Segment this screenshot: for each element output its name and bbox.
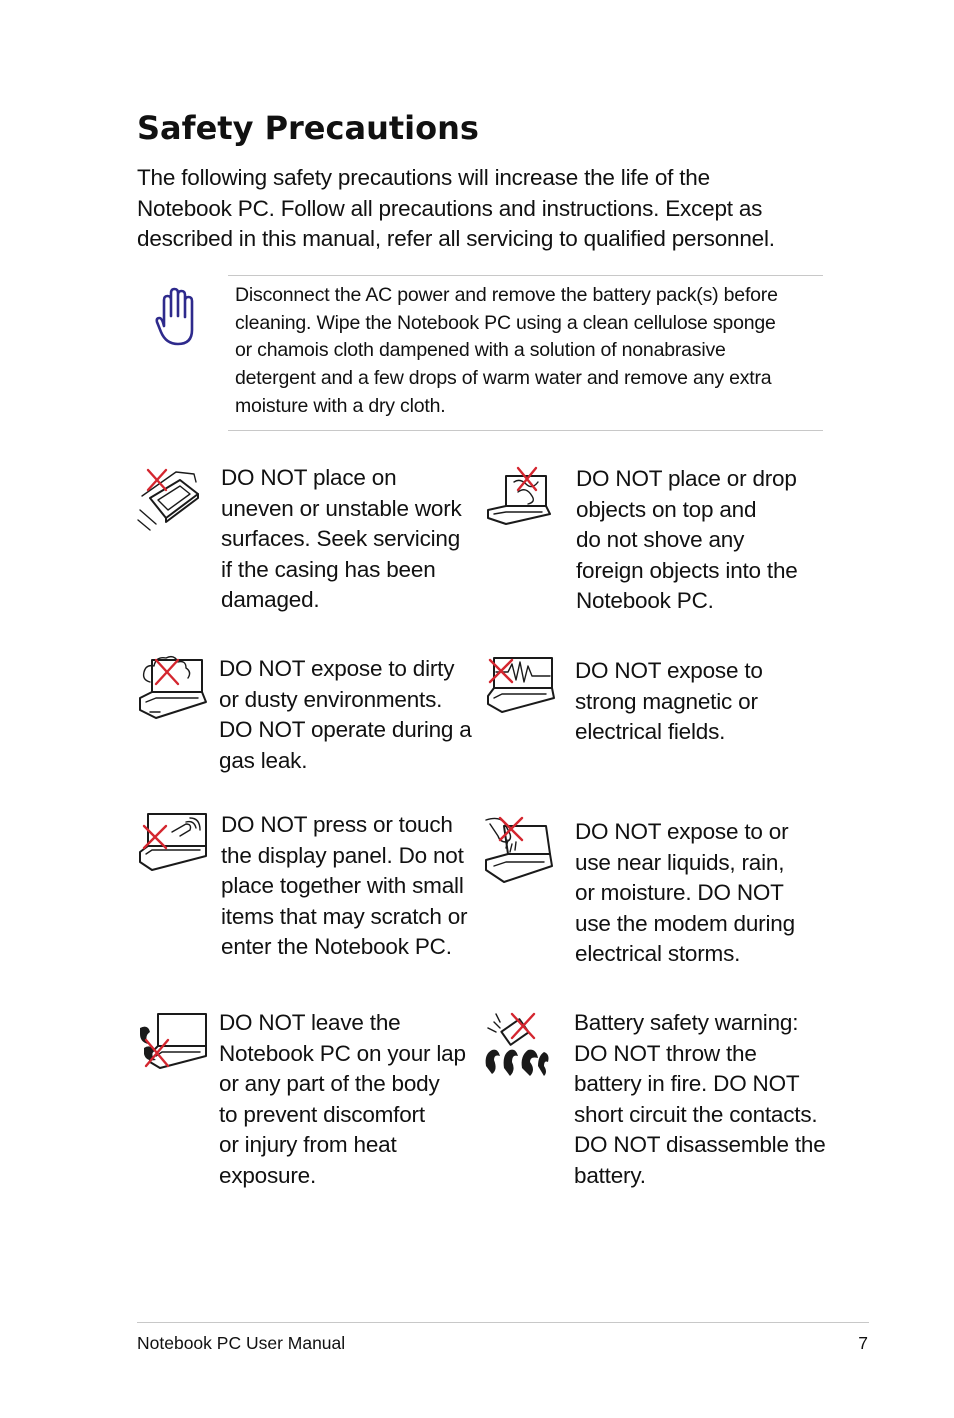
precaution-line: Notebook PC on your lap <box>219 1040 466 1066</box>
precaution-line: DO NOT place on <box>221 465 397 490</box>
touch-display-icon <box>136 810 208 882</box>
page-number: 7 <box>858 1333 868 1353</box>
unstable-surface-icon <box>136 462 208 534</box>
note-bottom-rule <box>228 430 823 431</box>
precaution-line: battery. <box>574 1162 646 1188</box>
objects-on-top-icon <box>484 462 556 534</box>
precaution-line: or any part of the body <box>219 1071 440 1096</box>
precaution-line: DO NOT leave the <box>219 1010 401 1035</box>
note-line: cleaning. Wipe the Notebook PC using a clean cellulose sponge <box>235 311 776 334</box>
precaution-line: Notebook PC. <box>576 588 714 613</box>
precaution-line: enter the Notebook PC. <box>221 934 452 959</box>
precaution-line: foreign objects into the <box>576 557 798 583</box>
precaution-line: to prevent discomfort <box>219 1101 425 1127</box>
precaution-line: short circuit the contacts. <box>574 1101 818 1127</box>
magnetic-field-icon <box>484 652 556 724</box>
page-title: Safety Precautions <box>137 109 479 147</box>
precaution-line: DO NOT operate during a <box>219 717 472 742</box>
precaution-line: DO NOT throw the <box>574 1040 757 1066</box>
precaution-line: items that may scratch or <box>221 903 468 929</box>
intro-line: described in this manual, refer all servicing to qualified personnel. <box>137 226 775 251</box>
precaution-line: objects on top and <box>576 496 757 522</box>
note-line: or chamois cloth dampened with a solution of nonabrasive <box>235 339 726 362</box>
intro-line: The following safety precautions will increase the life of the <box>137 165 710 190</box>
precaution-line: use near liquids, rain, <box>575 849 785 875</box>
precaution-line: DO NOT expose to or <box>575 819 789 844</box>
footer-rule <box>137 1322 869 1323</box>
dust-environment-icon <box>136 652 208 724</box>
precaution-line: strong magnetic or <box>575 688 758 714</box>
precaution-line: uneven or unstable work <box>221 495 462 521</box>
note-line: detergent and a few drops of warm water and remove any extra <box>235 367 772 390</box>
precaution-heat-lap <box>219 1008 481 1191</box>
precaution-line: if the casing has been <box>221 556 436 582</box>
heat-lap-icon <box>136 1010 208 1082</box>
precaution-liquid-rain <box>575 817 837 970</box>
precaution-line: DO NOT disassemble the <box>574 1132 826 1157</box>
precaution-objects-on-top <box>576 464 838 617</box>
precaution-line: exposure. <box>219 1162 317 1188</box>
note-line: moisture with a dry cloth. <box>235 394 446 417</box>
precaution-line: do not shove any <box>576 527 745 552</box>
precaution-dust-environment <box>219 654 481 776</box>
intro-line: Notebook PC. Follow all precautions and instructions. Except as <box>137 195 763 221</box>
precaution-line: DO NOT press or touch <box>221 812 453 837</box>
precaution-line: surfaces. Seek servicing <box>221 526 461 551</box>
hand-stop-icon <box>155 286 201 348</box>
precaution-line: or moisture. DO NOT <box>575 880 784 905</box>
precaution-touch-display <box>221 810 483 963</box>
precaution-line: place together with small <box>221 873 464 898</box>
precaution-line: damaged. <box>221 587 320 612</box>
precaution-line: Battery safety warning: <box>574 1010 799 1035</box>
precaution-line: electrical fields. <box>575 719 726 744</box>
note-top-rule <box>228 275 823 276</box>
precaution-line: the display panel. Do not <box>221 842 464 868</box>
liquid-rain-icon <box>482 814 554 886</box>
precaution-battery-fire <box>574 1008 836 1191</box>
precaution-line: or injury from heat <box>219 1132 397 1157</box>
cleaning-note <box>235 282 830 421</box>
precaution-unstable-surface <box>221 463 483 616</box>
precaution-line: DO NOT place or drop <box>576 466 797 491</box>
footer-manual-title: Notebook PC User Manual <box>137 1333 346 1353</box>
note-line: Disconnect the AC power and remove the battery pack(s) before <box>235 284 778 306</box>
battery-fire-icon <box>482 1010 554 1082</box>
precaution-line: use the modem during <box>575 910 795 936</box>
precaution-magnetic-field <box>575 656 837 748</box>
precaution-line: DO NOT expose to dirty <box>219 656 455 681</box>
precaution-line: battery in fire. DO NOT <box>574 1071 800 1096</box>
precaution-line: electrical storms. <box>575 941 741 966</box>
precaution-line: or dusty environments. <box>219 686 443 712</box>
intro-paragraph <box>137 163 837 255</box>
precaution-line: DO NOT expose to <box>575 658 763 683</box>
precaution-line: gas leak. <box>219 747 308 773</box>
